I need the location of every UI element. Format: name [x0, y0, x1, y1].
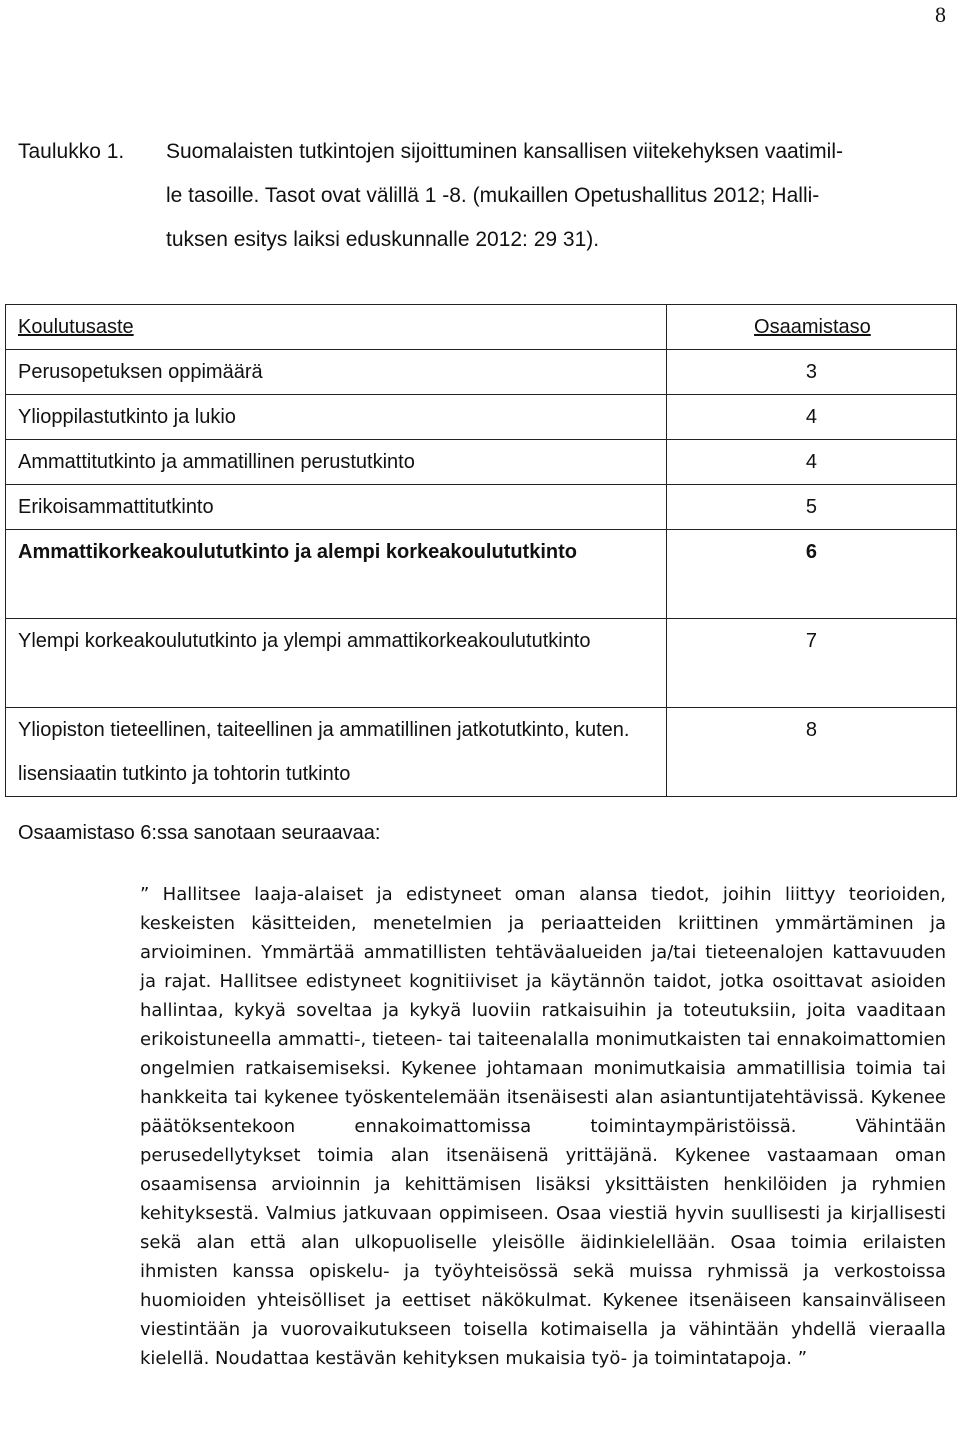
table-row-highlighted: [6, 530, 957, 619]
row-level: 8: [666, 708, 956, 797]
header-koulutusaste: Koulutusaste: [6, 305, 667, 350]
table-row: [6, 485, 957, 530]
caption-line-1: [18, 130, 948, 174]
row-name: Ylioppilastutkinto ja lukio: [6, 395, 667, 440]
caption-label: Taulukko 1.: [18, 140, 125, 163]
caption-text-1: Suomalaisten tutkintojen sijoittuminen kansallisen viitekehyksen vaatimil-: [166, 140, 843, 163]
header-osaamistaso: Osaamistaso: [666, 305, 956, 350]
caption-line-3: [18, 218, 948, 262]
row-name: Ammattikorkeakoulututkinto ja alempi korkeakoulututkinto: [6, 530, 667, 619]
row-name: Erikoisammattitutkinto: [6, 485, 667, 530]
caption-text-3: tuksen esitys laiksi eduskunnalle 2012: 29 31).: [166, 228, 600, 251]
qualification-table: [5, 304, 957, 797]
row-level: 7: [666, 619, 956, 708]
table-row: [6, 350, 957, 395]
table-row: [6, 619, 957, 708]
row-name: Perusopetuksen oppimäärä: [6, 350, 667, 395]
table-row: [6, 440, 957, 485]
intro-text: Osaamistaso 6:ssa sanotaan seuraavaa:: [18, 822, 381, 844]
row-level: 3: [666, 350, 956, 395]
row-level: 4: [666, 440, 956, 485]
table-row: [6, 395, 957, 440]
row-name: Ammattitutkinto ja ammatillinen perustutkinto: [6, 440, 667, 485]
table-header-row: [6, 305, 957, 350]
table-caption: [18, 130, 948, 262]
row-level: 5: [666, 485, 956, 530]
caption-text-2: le tasoille. Tasot ovat välillä 1 -8. (mukaillen Opetushallitus 2012; Halli-: [166, 184, 820, 207]
row-name: Yliopiston tieteellinen, taiteellinen ja ammatillinen jatkotutkinto, kuten. lisensiaatin tutkinto ja tohtorin tutkinto: [6, 708, 667, 797]
row-level: 6: [666, 530, 956, 619]
level-6-quote: ” Hallitsee laaja-alaiset ja edistyneet oman alansa tiedot, joihin liittyy teorioiden, keskeisten käsitteiden, menetelmien ja periaatteiden kriittinen ymmärtäminen ja arvioiminen. Ymmärtää ammatillisten tehtäväalueiden ja/tai tieteenalojen kattavuuden ja rajat. Hallitsee edistyneet kognitiiviset ja käytännön taidot, jotka osoittavat asioiden hallintaa, kykyä soveltaa ja kykyä luoviin ratkaisuihin ja toteutuksiin, joita vaaditaan erikoistuneella ammatti-, tieteen- tai taiteenalalla monimutkaisten tai ennakoimattomien ongelmien ratkaisemiseksi. Kykenee johtamaan monimutkaisia ammatillisia toimia tai hankkeita tai kykenee työskentelemään itsenäisesti alan asiantuntijatehtävissä. Kykenee päätöksentekoon ennakoimattomissa toimintaympäristöissä. Vähintään perusedellytykset toimia alan itsenäisenä yrittäjänä. Kykenee vastaamaan oman osaamisensa arvioinnin ja kehittämisen lisäksi yksittäisten henkilöiden ja ryhmien kehityksestä. Valmius jatkuvaan oppimiseen. Osaa viestiä hyvin suullisesti ja kirjallisesti sekä alan että alan ulkopuoliselle yleisölle äidinkielellään. Osaa toimia erilaisten ihmisten kanssa opiskelu- ja työyhteisössä sekä muissa ryhmissä ja verkostoissa huomioiden yhteisölliset ja eettiset näkökulmat. Kykenee itsenäiseen kansainväliseen viestintään ja vuorovaikutukseen toisella kotimaisella ja vähintään yhdellä vieraalla kielellä. Noudattaa kestävän kehityksen mukaisia työ- ja toimintatapoja. ”: [140, 884, 946, 1369]
caption-line-2: [18, 174, 948, 218]
row-level: 4: [666, 395, 956, 440]
table-row: [6, 708, 957, 797]
row-name: Ylempi korkeakoulututkinto ja ylempi ammattikorkeakoulututkinto: [6, 619, 667, 708]
page-number: 8: [935, 2, 946, 27]
